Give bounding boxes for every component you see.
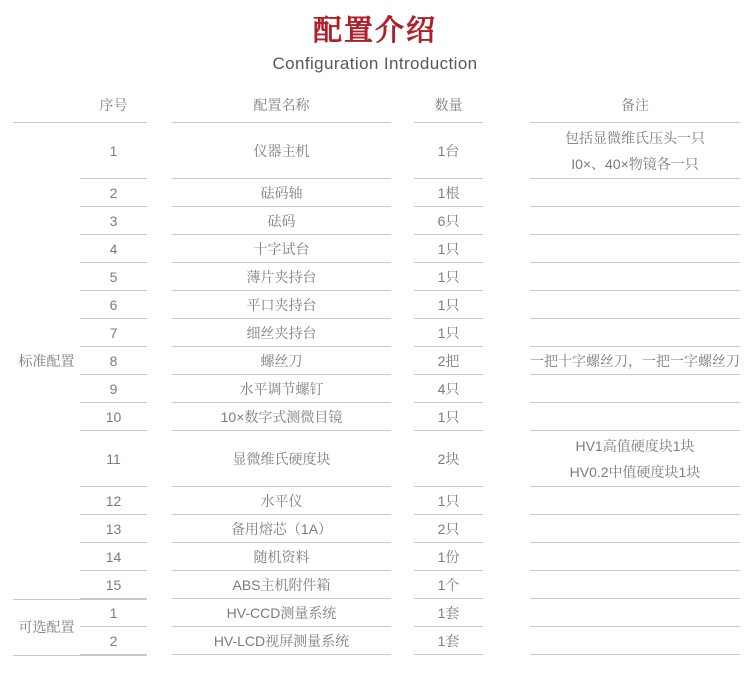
qty-cell: 2只 [414, 515, 483, 543]
table-row [13, 347, 740, 375]
table-row [13, 571, 740, 599]
remark-cell [530, 375, 740, 403]
column-gap [483, 235, 530, 263]
qty-cell: 2把 [414, 347, 483, 375]
column-gap [147, 599, 172, 627]
serial-cell: 14 [80, 543, 147, 571]
name-cell: 砝码 [172, 207, 391, 235]
serial-cell: 11 [80, 431, 147, 487]
remark-line: 包括显微维氏压头一只 [565, 129, 705, 146]
configuration-table [13, 87, 740, 655]
group-spacer-cell [13, 375, 80, 403]
column-gap [483, 403, 530, 431]
serial-cell: 3 [80, 207, 147, 235]
column-gap [147, 263, 172, 291]
name-cell: 十字试台 [172, 235, 391, 263]
serial-cell: 9 [80, 375, 147, 403]
group-spacer-cell [13, 123, 80, 179]
column-gap [147, 431, 172, 487]
table-row [13, 543, 740, 571]
table-row [13, 291, 740, 319]
serial-cell: 6 [80, 291, 147, 319]
remark-cell [530, 123, 740, 179]
serial-cell: 2 [80, 179, 147, 207]
name-cell: ABS主机附件箱 [172, 571, 391, 599]
column-gap [147, 403, 172, 431]
name-cell: 水平调节螺钉 [172, 375, 391, 403]
remark-cell [530, 487, 740, 515]
column-gap [391, 487, 414, 515]
group-spacer-cell [13, 403, 80, 431]
name-cell: 平口夹持台 [172, 291, 391, 319]
column-gap [483, 487, 530, 515]
table-row [13, 403, 740, 431]
column-gap [391, 87, 414, 123]
qty-cell: 1根 [414, 179, 483, 207]
column-gap [147, 179, 172, 207]
table-row [13, 179, 740, 207]
serial-cell: 2 [80, 627, 147, 655]
name-cell: 砝码轴 [172, 179, 391, 207]
header-qty: 数量 [414, 87, 483, 123]
column-gap [483, 291, 530, 319]
table-row [13, 207, 740, 235]
column-gap [147, 87, 172, 123]
column-gap [483, 599, 530, 627]
remark-cell [530, 207, 740, 235]
table-row [13, 515, 740, 543]
group-spacer-cell [13, 179, 80, 207]
remark-cell [530, 515, 740, 543]
column-gap [147, 543, 172, 571]
group-spacer-cell [13, 319, 80, 347]
qty-cell: 6只 [414, 207, 483, 235]
page-subtitle: Configuration Introduction [272, 54, 478, 73]
remark-cell [530, 263, 740, 291]
remark-cell [530, 403, 740, 431]
serial-cell: 1 [80, 123, 147, 179]
header-serial: 序号 [99, 97, 128, 113]
column-gap [147, 515, 172, 543]
table-row [13, 319, 740, 347]
table-row [13, 599, 740, 627]
name-cell: 螺丝刀 [172, 347, 391, 375]
table-row [13, 431, 740, 487]
column-gap [147, 487, 172, 515]
name-cell: 随机资料 [172, 543, 391, 571]
column-gap [147, 235, 172, 263]
table-row [13, 487, 740, 515]
remark-cell [530, 291, 740, 319]
remark-line: HV0.2中值硬度块1块 [569, 463, 701, 480]
column-gap [391, 375, 414, 403]
remark-line: I0×、40×物镜各一只 [571, 155, 699, 172]
serial-cell: 7 [80, 319, 147, 347]
serial-cell: 15 [80, 571, 147, 599]
header-serial-cell [13, 87, 147, 123]
column-gap [483, 263, 530, 291]
column-gap [391, 123, 414, 179]
column-gap [391, 263, 414, 291]
name-cell: HV-LCD视屏测量系统 [172, 627, 391, 655]
table-row [13, 263, 740, 291]
group-label: 标准配置 [18, 353, 75, 369]
column-gap [391, 515, 414, 543]
group-optional-configuration [13, 599, 740, 655]
qty-cell: 2块 [414, 431, 483, 487]
remark-cell [530, 347, 740, 375]
header-remark: 备注 [530, 87, 740, 123]
column-gap [147, 291, 172, 319]
column-gap [483, 87, 530, 123]
name-cell: 仪器主机 [172, 123, 391, 179]
name-cell: 10×数字式测微目镜 [172, 403, 391, 431]
group-spacer-cell [13, 543, 80, 571]
header-name: 配置名称 [172, 87, 391, 123]
group-standard-configuration [13, 123, 740, 599]
qty-cell: 4只 [414, 375, 483, 403]
remark-cell [530, 179, 740, 207]
table-body [13, 123, 740, 655]
column-gap [147, 207, 172, 235]
qty-cell: 1套 [414, 627, 483, 655]
column-gap [483, 319, 530, 347]
name-cell: 薄片夹持台 [172, 263, 391, 291]
table-header-row [13, 87, 740, 123]
column-gap [391, 235, 414, 263]
group-spacer-cell [13, 291, 80, 319]
page [0, 14, 750, 655]
qty-cell: 1只 [414, 403, 483, 431]
remark-cell [530, 571, 740, 599]
qty-cell: 1个 [414, 571, 483, 599]
column-gap [483, 123, 530, 179]
qty-cell: 1只 [414, 235, 483, 263]
name-cell: 备用熔芯（1A） [172, 515, 391, 543]
column-gap [483, 207, 530, 235]
remark-cell [530, 319, 740, 347]
column-gap [147, 123, 172, 179]
column-gap [483, 375, 530, 403]
group-spacer-cell [13, 431, 80, 487]
remark-cell [530, 235, 740, 263]
group-spacer-cell [13, 515, 80, 543]
qty-cell: 1只 [414, 291, 483, 319]
column-gap [147, 319, 172, 347]
qty-cell: 1只 [414, 319, 483, 347]
group-label: 可选配置 [18, 619, 75, 635]
column-gap [391, 403, 414, 431]
column-gap [483, 179, 530, 207]
name-cell: HV-CCD测量系统 [172, 599, 391, 627]
column-gap [147, 627, 172, 655]
table-row [13, 375, 740, 403]
name-cell: 显微维氏硬度块 [172, 431, 391, 487]
remark-cell [530, 431, 740, 487]
column-gap [391, 627, 414, 655]
column-gap [483, 627, 530, 655]
column-gap [147, 347, 172, 375]
group-spacer-cell [13, 571, 80, 599]
serial-cell: 12 [80, 487, 147, 515]
remark-cell [530, 599, 740, 627]
name-cell: 细丝夹持台 [172, 319, 391, 347]
column-gap [147, 571, 172, 599]
qty-cell: 1只 [414, 487, 483, 515]
qty-cell: 1套 [414, 599, 483, 627]
column-gap [483, 347, 530, 375]
column-gap [391, 599, 414, 627]
group-spacer-cell [13, 207, 80, 235]
column-gap [391, 319, 414, 347]
column-gap [483, 515, 530, 543]
serial-cell: 10 [80, 403, 147, 431]
page-title: 配置介绍 [312, 15, 437, 47]
column-gap [391, 291, 414, 319]
column-gap [483, 543, 530, 571]
table-row [13, 627, 740, 655]
qty-cell: 1只 [414, 263, 483, 291]
column-gap [391, 431, 414, 487]
column-gap [391, 207, 414, 235]
remark-cell [530, 627, 740, 655]
table-row [13, 235, 740, 263]
column-gap [391, 347, 414, 375]
qty-cell: 1份 [414, 543, 483, 571]
serial-cell: 4 [80, 235, 147, 263]
serial-cell: 5 [80, 263, 147, 291]
name-cell: 水平仪 [172, 487, 391, 515]
column-gap [147, 375, 172, 403]
serial-cell: 1 [80, 599, 147, 627]
table-row [13, 123, 740, 179]
column-gap [391, 571, 414, 599]
remark-line: 一把十字螺丝刀，一把一字螺丝刀 [530, 352, 740, 369]
remark-line: HV1高值硬度块1块 [575, 437, 695, 454]
serial-cell: 13 [80, 515, 147, 543]
group-spacer-cell [13, 487, 80, 515]
column-gap [391, 543, 414, 571]
group-spacer-cell [13, 263, 80, 291]
column-gap [483, 431, 530, 487]
qty-cell: 1台 [414, 123, 483, 179]
column-gap [483, 571, 530, 599]
remark-cell [530, 543, 740, 571]
serial-cell: 8 [80, 347, 147, 375]
column-gap [391, 179, 414, 207]
group-spacer-cell [13, 235, 80, 263]
